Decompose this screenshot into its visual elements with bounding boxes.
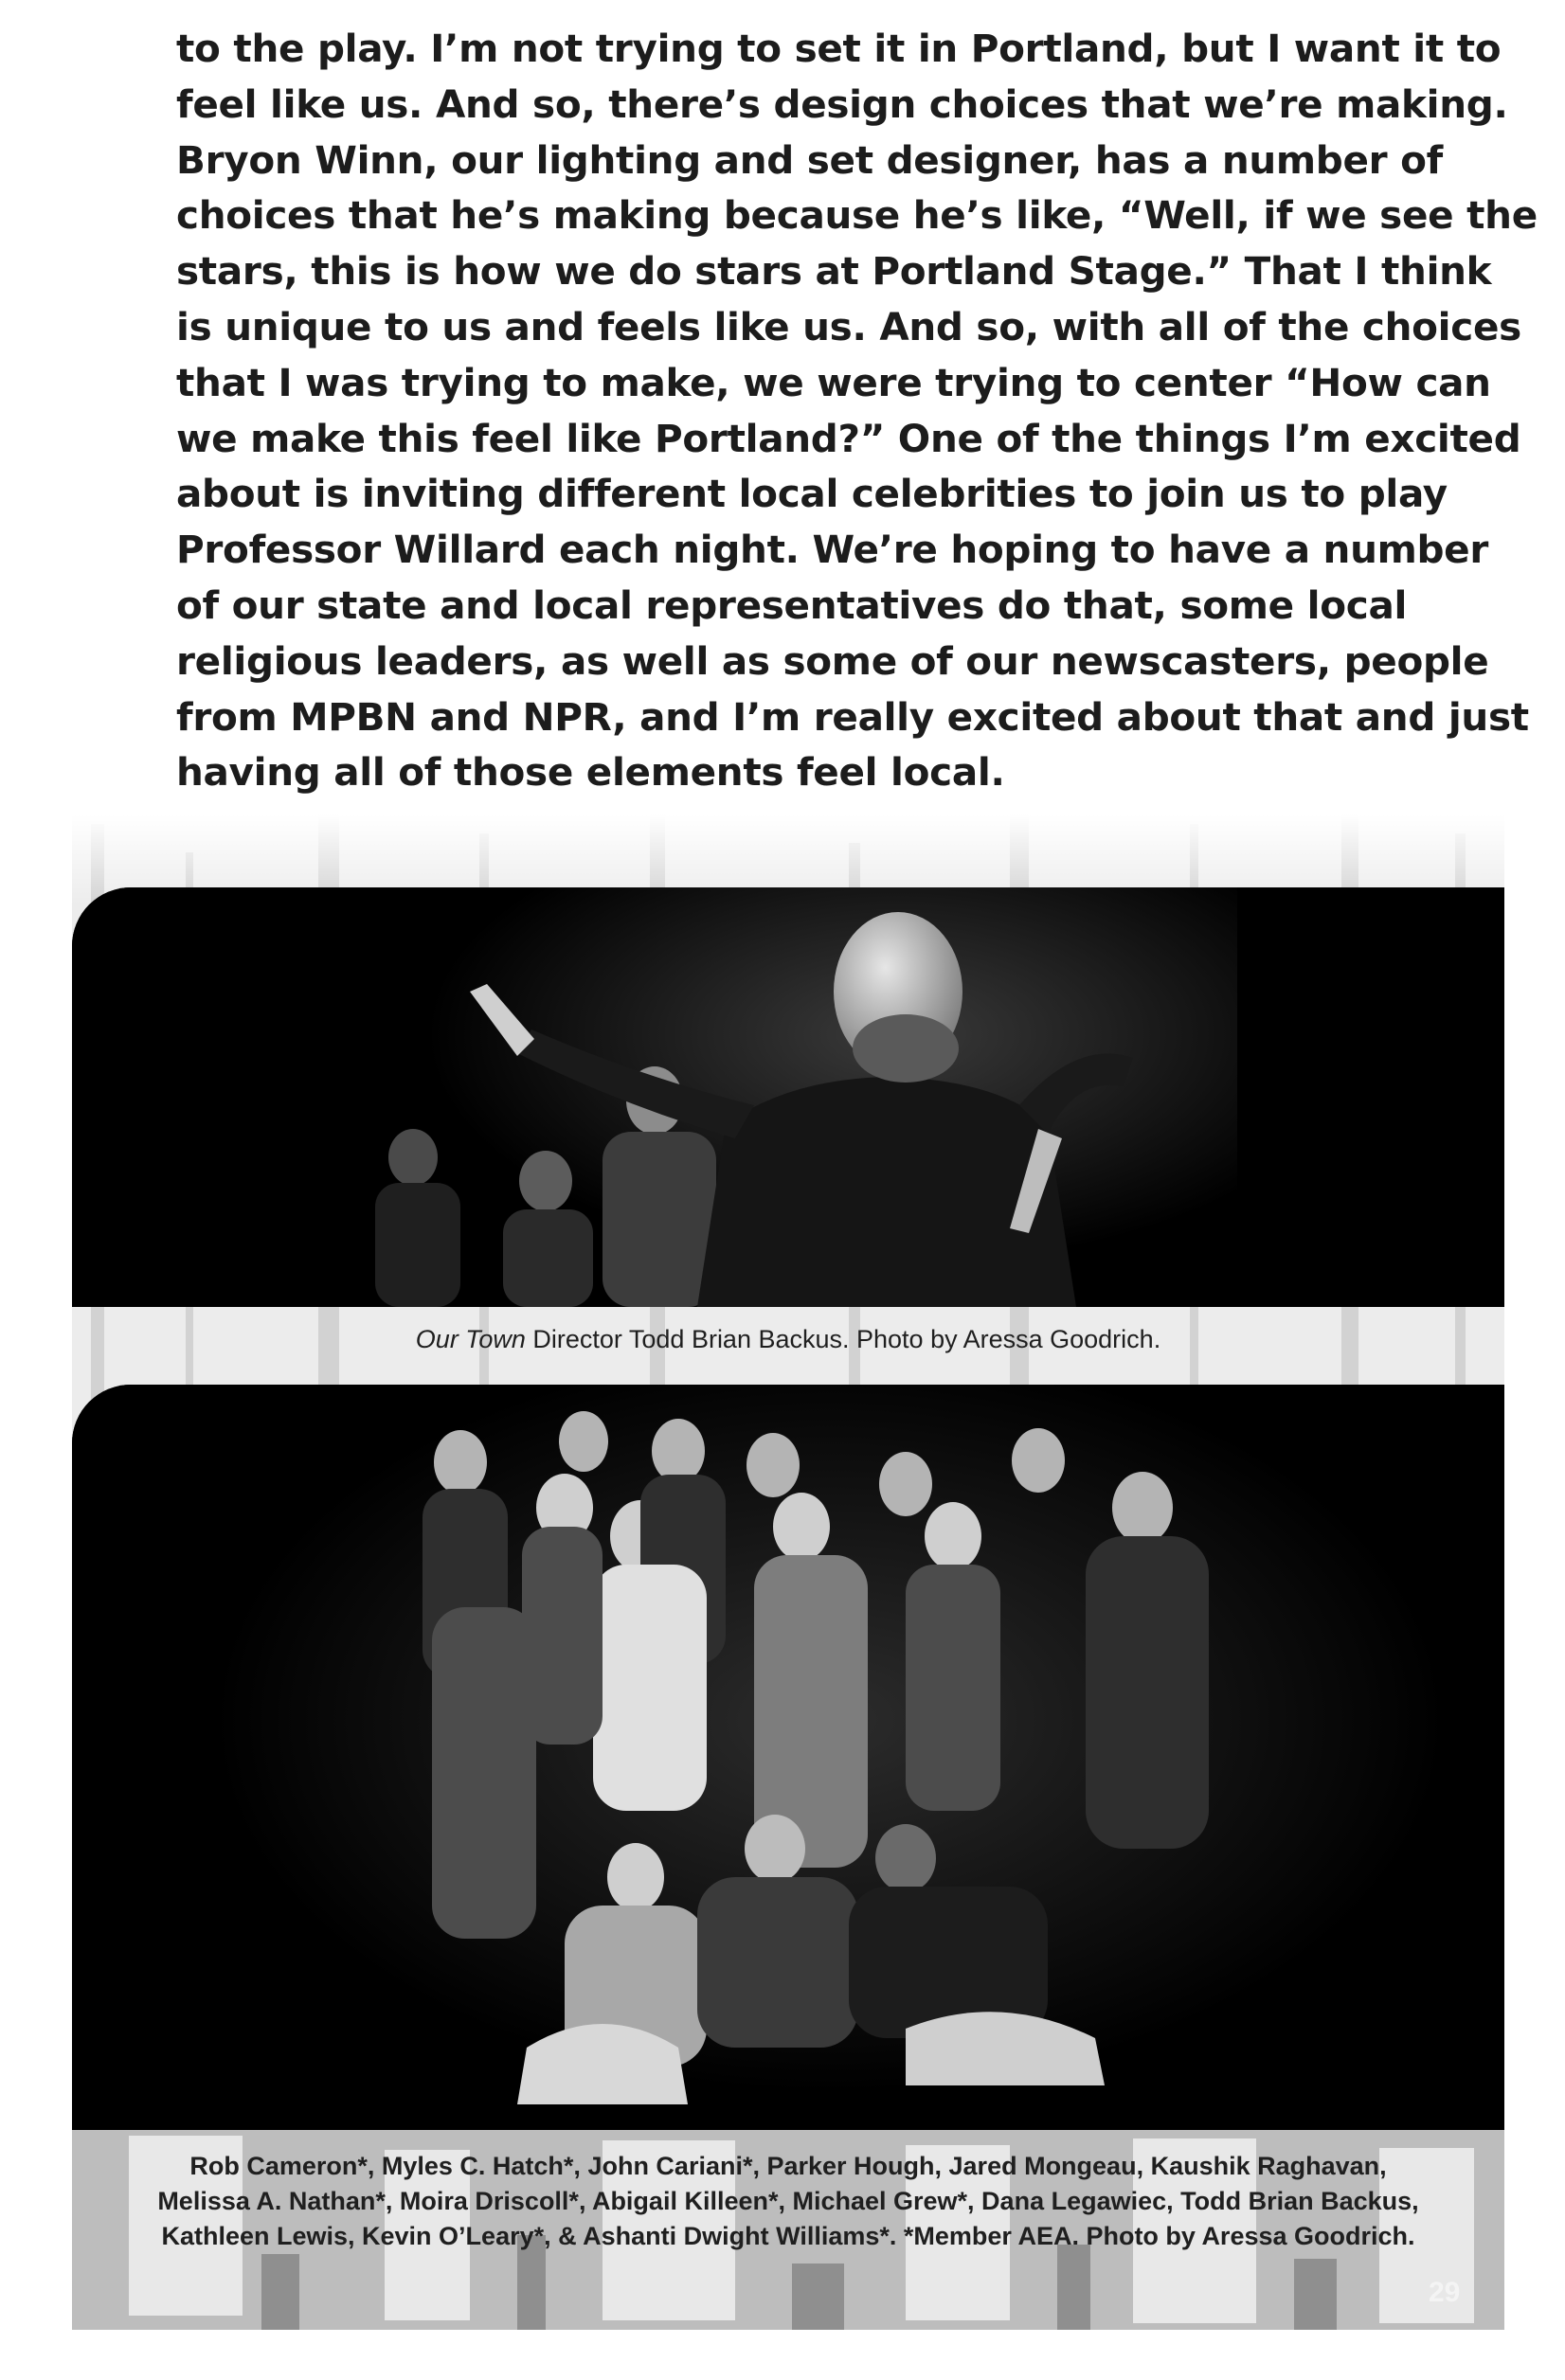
body-line: we make this feel like Portland?” One of the things I’m excited (176, 415, 1521, 461)
cast-photo-art (72, 1385, 1504, 2130)
caption-text: Director Todd Brian Backus. Photo by Aressa Goodrich. (525, 1325, 1161, 1353)
body-line: Professor Willard each night. We’re hoping to have a number (176, 527, 1489, 573)
body-line: choices that he’s making because he’s like, “Well, if we see the (176, 192, 1538, 239)
article-body (176, 21, 1538, 800)
body-line: to the play. I’m not trying to set it in Portland, but I want it to (176, 26, 1502, 71)
body-line: having all of those elements feel local. (176, 749, 1005, 796)
cast-photo (72, 1385, 1504, 2130)
caption-play-title: Our Town (415, 1325, 526, 1353)
body-line: religious leaders, as well as some of our newscasters, people (176, 637, 1489, 684)
body-line: is unique to us and feels like us. And so, with all of the choices (176, 303, 1521, 349)
body-line: of our state and local representatives do that, some local (176, 582, 1408, 628)
director-photo (72, 887, 1504, 1307)
caption-line: Rob Cameron*, Myles C. Hatch*, John Cariani*, Parker Hough, Jared Mongeau, Kaushik Raghavan, (189, 2152, 1387, 2180)
page-number: 29 (1429, 2277, 1461, 2308)
body-line: that I was trying to make, we were trying to center “How can (176, 359, 1491, 405)
body-line: stars, this is how we do stars at Portland Stage.” That I think (176, 248, 1492, 295)
caption-line: Kathleen Lewis, Kevin O’Leary*, & Ashanti Dwight Williams*. *Member AEA. Photo by Aressa Goodrich. (161, 2222, 1415, 2250)
director-photo-art (72, 887, 1504, 1307)
body-line: from MPBN and NPR, and I’m really excited about that and just (176, 693, 1529, 740)
body-line: feel like us. And so, there’s design choices that we’re making. (176, 81, 1508, 127)
cast-photo-caption (72, 2149, 1504, 2254)
body-line: about is inviting different local celebrities to join us to play (176, 471, 1448, 517)
body-line: Bryon Winn, our lighting and set designer, has a number of (176, 136, 1443, 183)
caption-line: Melissa A. Nathan*, Moira Driscoll*, Abigail Killeen*, Michael Grew*, Dana Legawiec, Todd Brian Backus, (157, 2187, 1419, 2215)
director-photo-caption (72, 1319, 1504, 1359)
